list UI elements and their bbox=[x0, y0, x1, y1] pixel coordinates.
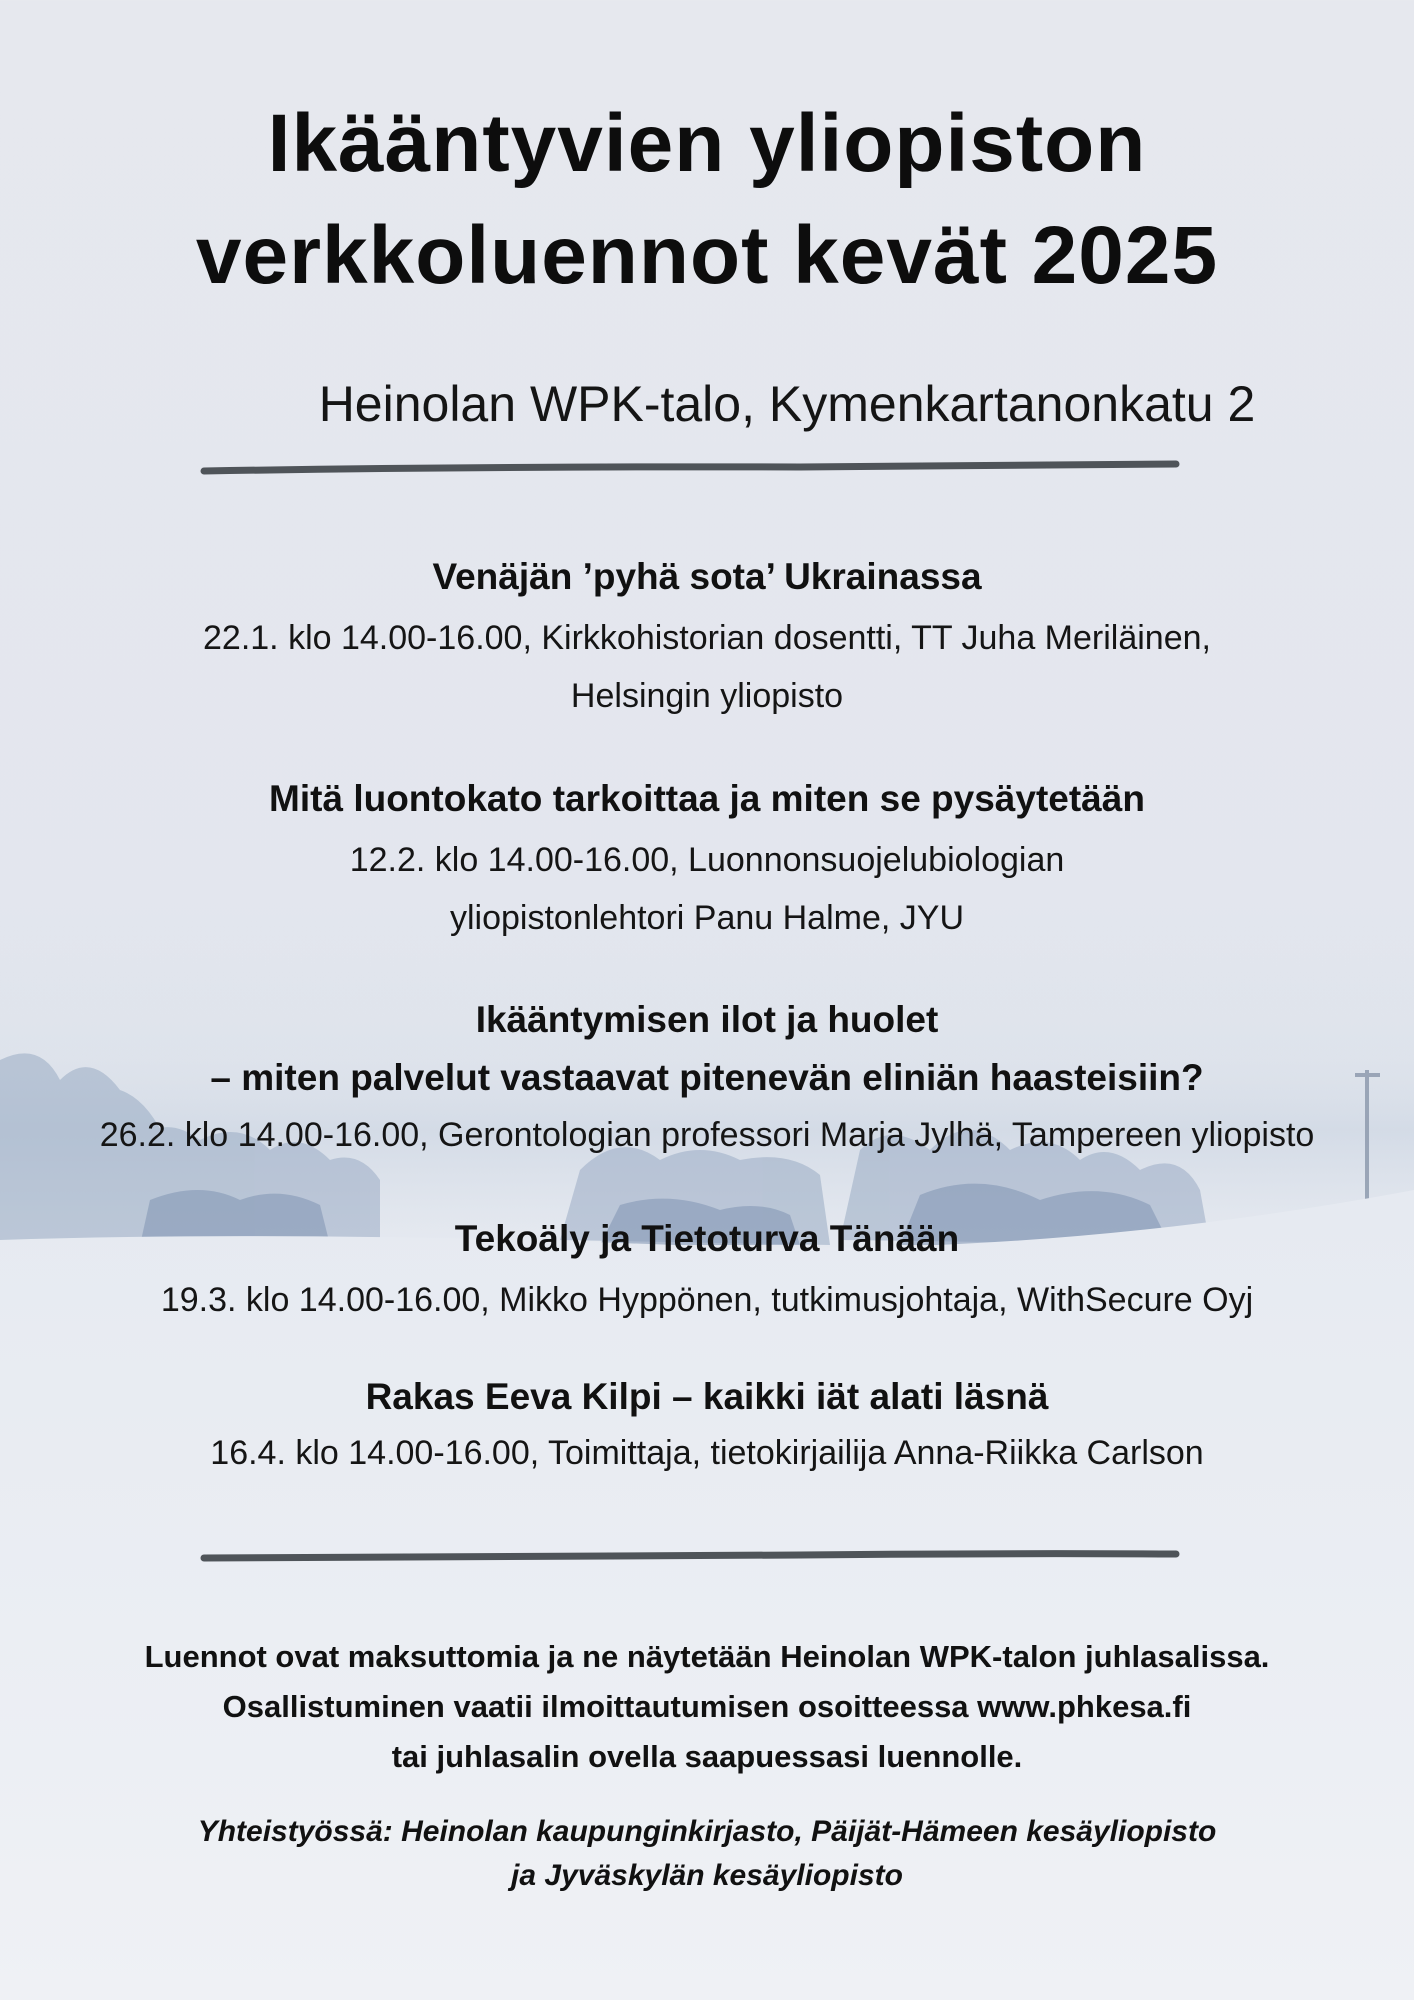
lecture-detail: 16.4. klo 14.00-16.00, Toimittaja, tietokirjailija Anna-Riikka Carlson bbox=[210, 1434, 1204, 1472]
lecture-detail: 19.3. klo 14.00-16.00, Mikko Hyppönen, tutkimusjohtaja, WithSecure Oyj bbox=[160, 1281, 1254, 1319]
venue-subtitle: Heinolan WPK-talo, Kymenkartanonkatu 2 bbox=[318, 376, 1256, 432]
info-line: tai juhlasalin ovella saapuessasi luennolle. bbox=[391, 1739, 1023, 1774]
poster-title-line-1: Ikääntyvien yliopiston bbox=[267, 98, 1147, 189]
top-divider bbox=[200, 460, 1180, 476]
lecture-detail: yliopistonlehtori Panu Halme, JYU bbox=[449, 899, 965, 937]
lecture-title: Venäjän ’pyhä sota’ Ukrainassa bbox=[432, 556, 982, 597]
info-line: Luennot ovat maksuttomia ja ne näytetään Heinolan WPK-talon juhlasalissa. bbox=[144, 1639, 1270, 1674]
lecture-title: Tekoäly ja Tietoturva Tänään bbox=[454, 1218, 960, 1259]
lecture-title: Mitä luontokato tarkoittaa ja miten se pysäytetään bbox=[269, 778, 1145, 819]
bottom-divider bbox=[200, 1548, 1180, 1564]
lecture-title: Rakas Eeva Kilpi – kaikki iät alati läsnä bbox=[365, 1376, 1049, 1417]
lecture-detail: 22.1. klo 14.00-16.00, Kirkkohistorian dosentti, TT Juha Meriläinen, bbox=[203, 619, 1211, 657]
lecture-detail: 26.2. klo 14.00-16.00, Gerontologian professori Marja Jylhä, Tampereen yliopisto bbox=[99, 1116, 1315, 1154]
partners-line: Yhteistyössä: Heinolan kaupunginkirjasto, Päijät-Hämeen kesäyliopisto bbox=[197, 1815, 1217, 1848]
lecture-detail: 12.2. klo 14.00-16.00, Luonnonsuojelubiologian bbox=[349, 841, 1065, 879]
partners-line: ja Jyväskylän kesäyliopisto bbox=[511, 1859, 903, 1892]
poster-title-line-2: verkkoluennot kevät 2025 bbox=[195, 210, 1219, 301]
lecture-detail: Helsingin yliopisto bbox=[570, 677, 844, 715]
lecture-title: – miten palvelut vastaavat pitenevän eliniän haasteisiin? bbox=[210, 1057, 1204, 1098]
lecture-title: Ikääntymisen ilot ja huolet bbox=[475, 999, 939, 1040]
info-line: Osallistuminen vaatii ilmoittautumisen osoitteessa www.phkesa.fi bbox=[222, 1689, 1192, 1724]
